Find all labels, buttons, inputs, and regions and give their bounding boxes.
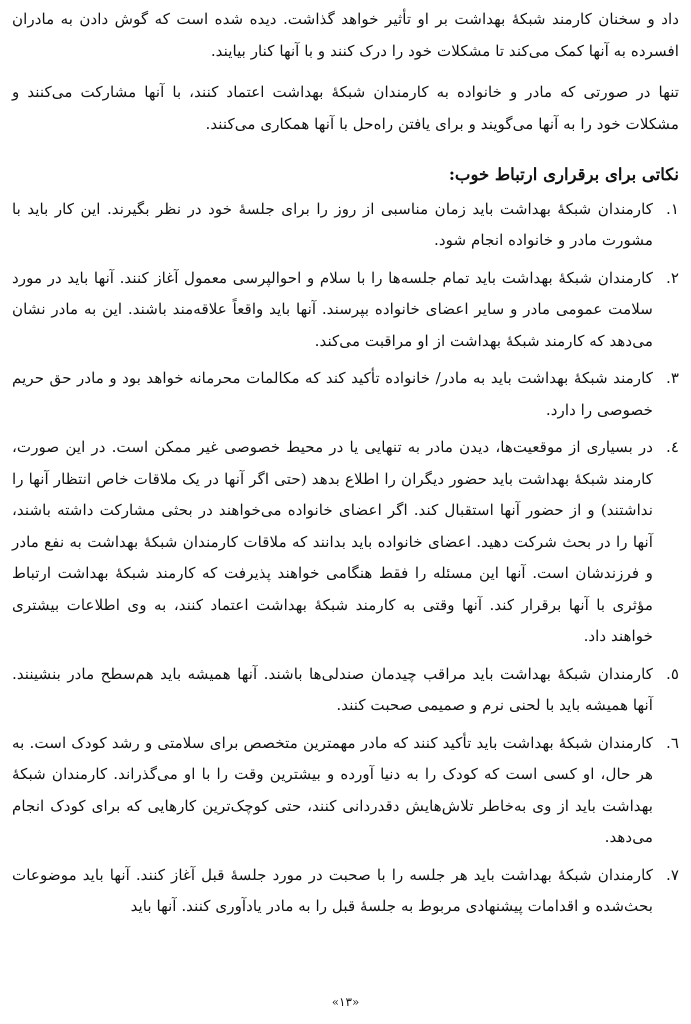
list-item (12, 363, 679, 426)
list-item-number: ۷. (666, 865, 679, 884)
list-item-number: ۲. (666, 268, 679, 287)
list-item (12, 860, 679, 923)
list-item-text: کارمندان شبکهٔ بهداشت باید تأکید کنند که مادر مهمترین متخصص برای سلامتی و رشد کودک است. به هر حال، او کسی است که کودک را به دنیا آورده و بیشترین وقت را با او می‌گذراند. کارمندان شبکهٔ بهداشت باید از وی به‌خاطر تلاش‌هایش دقدردانی کنند، حتی کوچک‌ترین کارهایی که برای کودک انجام می‌دهد. (12, 733, 653, 846)
list-item-number: ٦. (666, 733, 679, 752)
list-item-text: کارمندان شبکهٔ بهداشت باید هر جلسه را با صحبت در مورد جلسهٔ قبل آغاز کنند. آنها باید موضوعات بحث‌شده و اقدامات پیشنهادی مربوط به جلسهٔ قبل را به مادر یادآوری کنند. آنها باید (12, 865, 653, 915)
list-item-number: ٥. (666, 664, 679, 683)
document-page (12, 0, 679, 1024)
list-item-number: ٤. (666, 438, 679, 456)
body-paragraph: تنها در صورتی که مادر و خانواده به کارمندان شبکهٔ بهداشت اعتماد کنند، با آنها مشارکت می‌کنند و مشکلات خود را به آنها می‌گویند و برای یافتن راه‌حل با آنها همکاری می‌کنند. (12, 83, 679, 133)
list-item (12, 728, 679, 854)
section-heading: نکاتی برای برقراری ارتباط خوب: (448, 165, 679, 184)
list-item-text: در بسیاری از موقعیت‌ها، دیدن مادر به تنهایی یا در محیط خصوصی غیر ممکن است. در این صورت، کارمند شبکهٔ بهداشت باید حضور دیگران را اطلاع بدهد (حتی اگر آنها در یک ملاقات خاص انتظار آنها را نداشتند) و از حضور آنها استقبال کند. اگر اعضای خانواده می‌خواهند در بحثی مشارکت داشته باشند، آنها را در بحث شرکت دهید. اعضای خانواده باید بدانند که ملاقات کارمندان شبکهٔ بهداشت به نفع مادر و فرزندشان است. آنها این مسئله را فقط هنگامی خواهند پذیرفت که کارمند شبکهٔ بهداشت ارتباط مؤثری با آنها برقرار کند. آنها وقتی به کارمند شبکهٔ بهداشت اعتماد کنند، به وی اطلاعات بیشتری خواهند داد. (12, 438, 653, 645)
tips-list (12, 194, 679, 923)
page-number: «۱۳» (331, 995, 360, 1009)
list-item (12, 263, 679, 358)
list-item-text: کارمندان شبکهٔ بهداشت باید تمام جلسه‌ها را با سلام و احوالپرسی معمول آغاز کنند. آنها باید در مورد سلامت عمومی مادر و سایر اعضای خانواده بپرسند. آنها باید واقعاً علاقه‌مند باشند. این به مادر نشان می‌دهد که کارمند شبکهٔ بهداشت از او مراقبت می‌کند. (12, 268, 653, 350)
list-item (12, 194, 679, 257)
list-item-text: کارمندان شبکهٔ بهداشت باید مراقب چیدمان صندلی‌ها باشند. آنها همیشه باید هم‌سطح مادر بنشینند. آنها همیشه باید با لحنی نرم و صمیمی صحبت کنند. (12, 664, 653, 714)
list-item-number: ۱. (666, 199, 679, 218)
body-paragraph: داد و سخنان کارمند شبکهٔ بهداشت بر او تأثیر خواهد گذاشت. دیده شده است که گوش دادن به مادران افسرده به آنها کمک می‌کند تا مشکلات خود را درک کنند و با آنها کنار بیایند. (12, 10, 679, 60)
list-item (12, 659, 679, 722)
list-item-text: کارمند شبکهٔ بهداشت باید به مادر/ خانواده تأکید کند که مکالمات محرمانه خواهد بود و مادر حق حریم خصوصی را دارد. (12, 369, 653, 419)
list-item (12, 432, 679, 653)
list-item-text: کارمندان شبکهٔ بهداشت باید زمان مناسبی از روز را برای جلسهٔ خود در نظر بگیرند. این کار باید با مشورت مادر و خانواده انجام شود. (12, 199, 653, 249)
list-item-number: ۳. (666, 369, 679, 387)
